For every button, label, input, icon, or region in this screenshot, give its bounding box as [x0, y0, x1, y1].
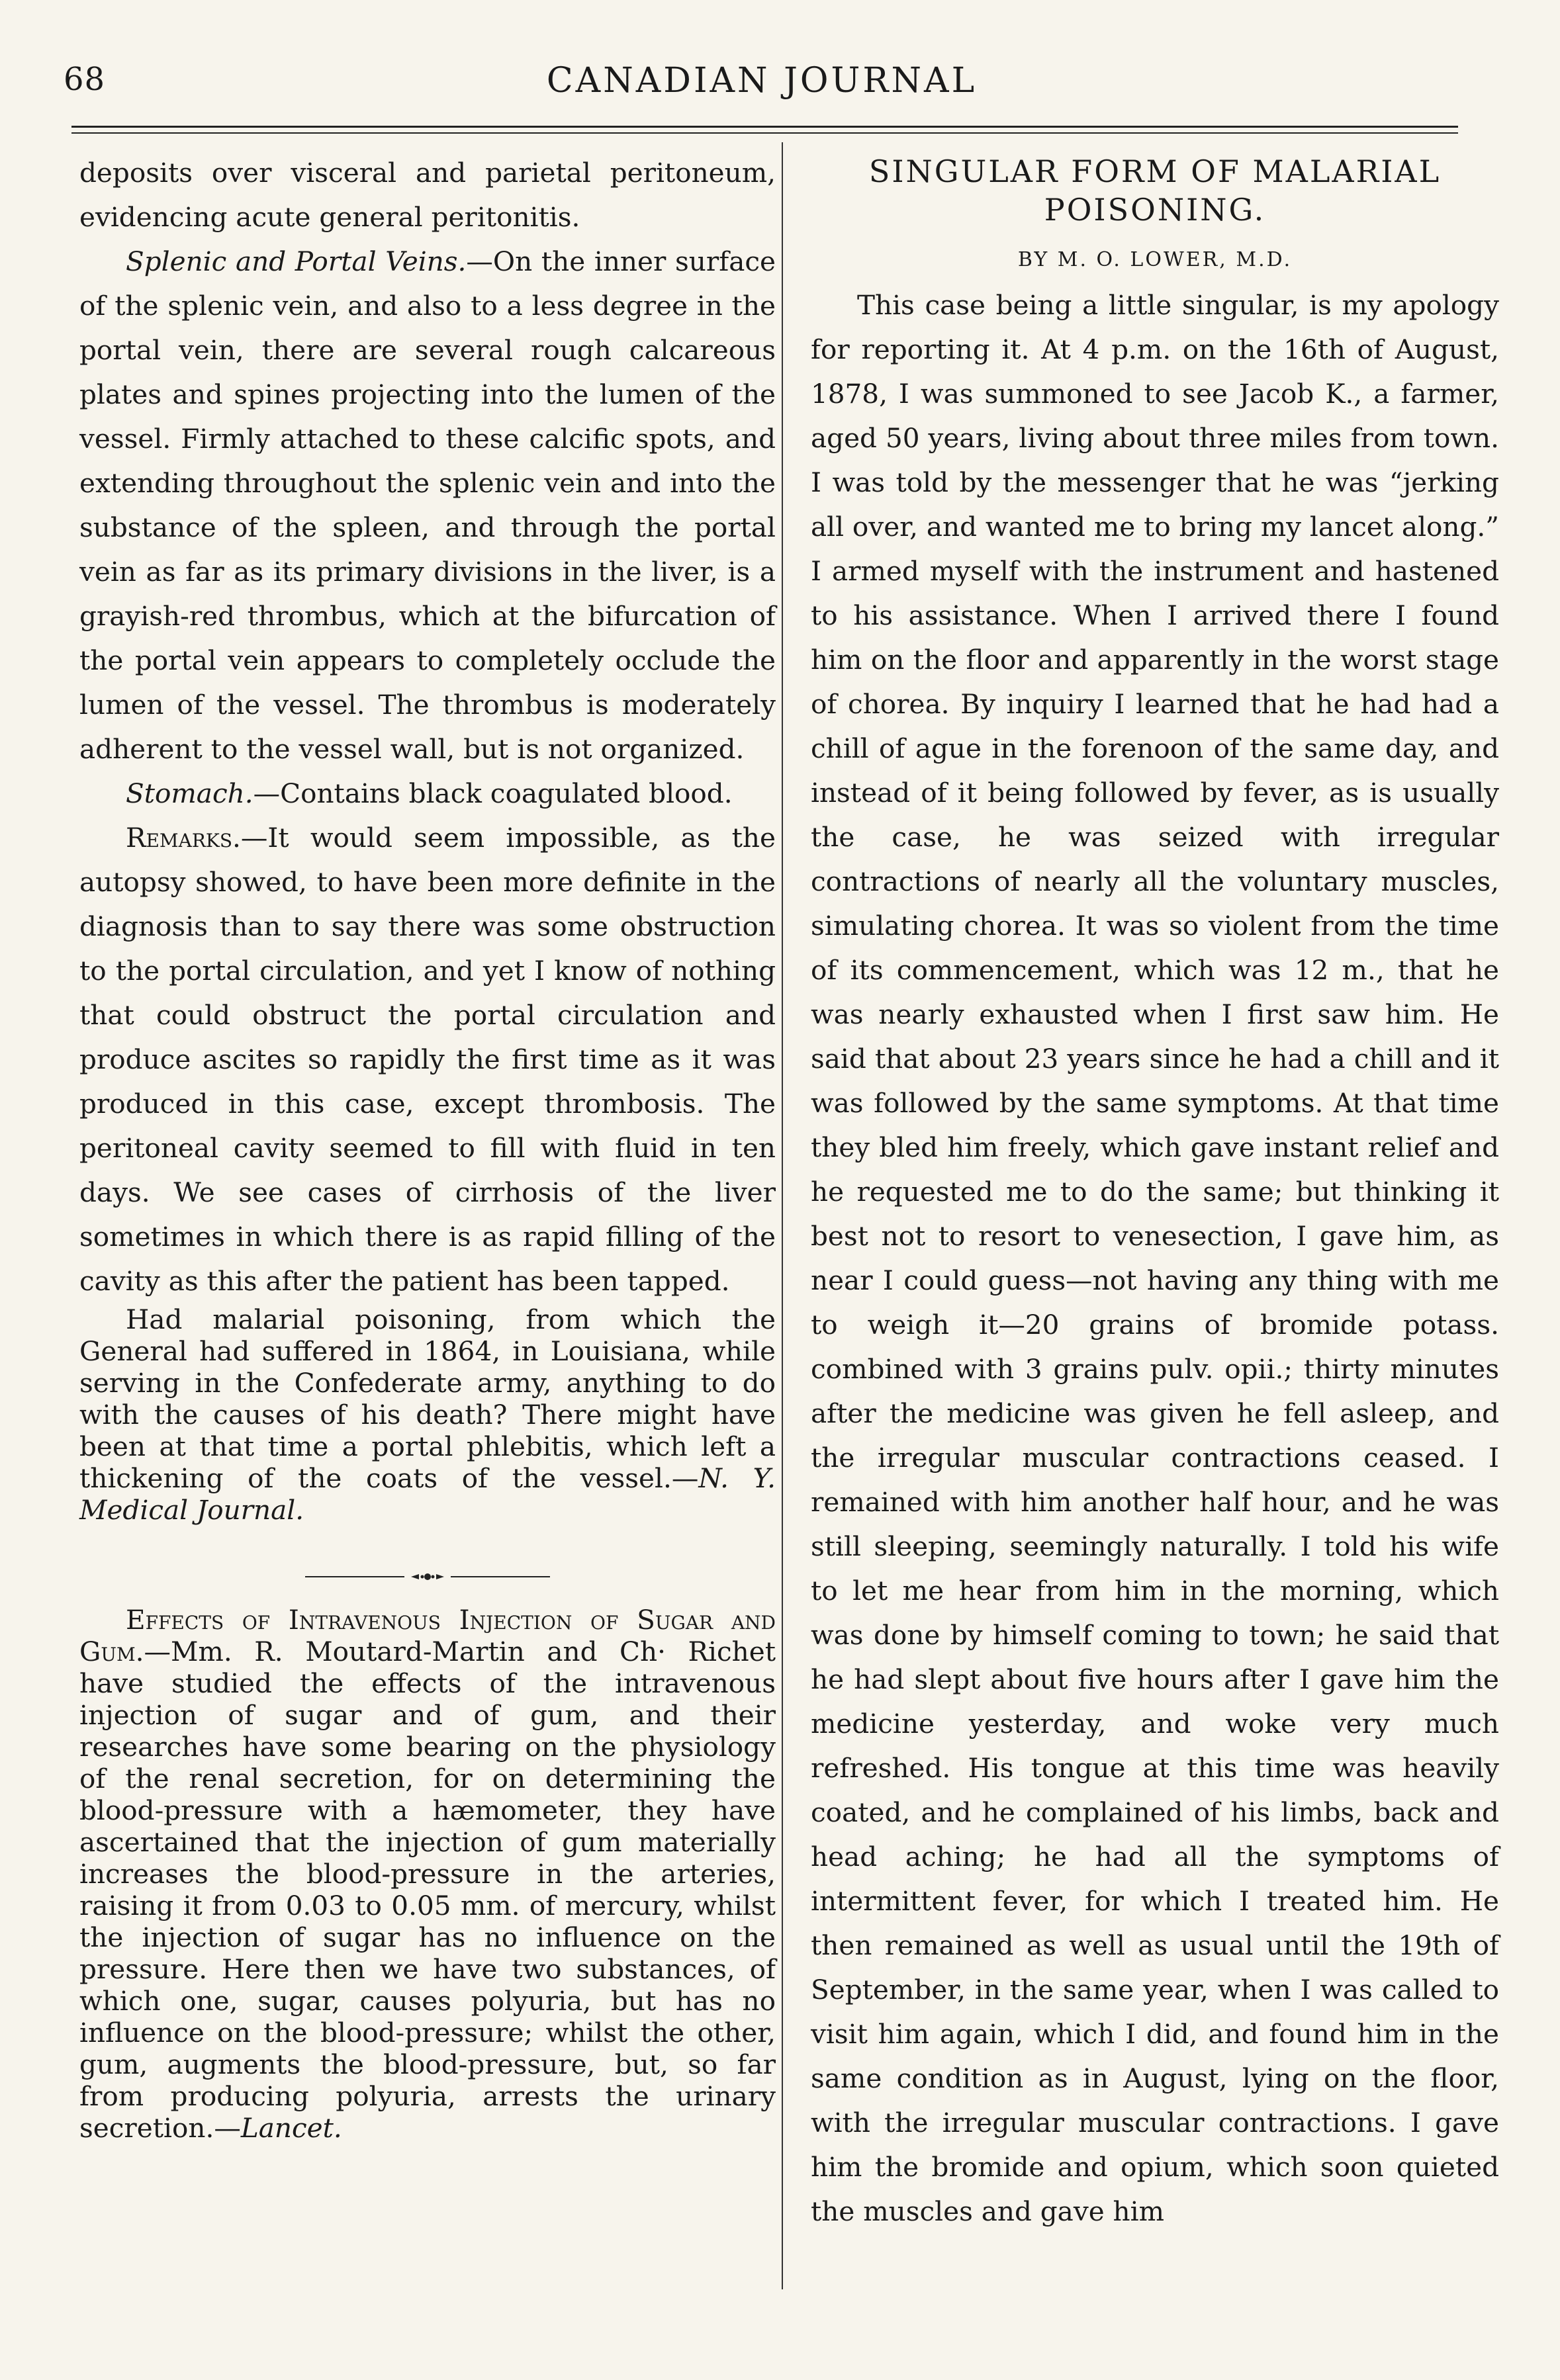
section-heading: Splenic and Portal Veins.: [126, 245, 467, 277]
left-column: [79, 151, 776, 2144]
paragraph: [79, 771, 776, 816]
paragraph: [79, 1604, 776, 2144]
paragraph: [79, 816, 776, 1303]
section-ornament: [79, 1552, 776, 1572]
paragraph-text: —Mm. R. Moutard-Martin and Ch· Richet have studied the effects of the intravenous injection of sugar and of gum, and their researches have some bearing on the physiology of the renal secretion, for on determining the blood-pressure with a hæmometer, they have ascertained that the injection of gum materially increases the blood-pressure in the arteries, raising it from 0.03 to 0.05 mm. of mercury, whilst the injection of sugar has no influence on the pressure. Here then we have two substances, of which one, sugar, causes polyuria, but has no influence on the blood-pressure; whilst the other, gum, augments the blood-pressure, but, so far from producing polyuria, arrests the urinary secretion.—: [79, 1636, 776, 2144]
section-heading: Remarks.: [126, 822, 241, 854]
header-rule: [71, 126, 1458, 128]
paragraph-text: —It would seem impossible, as the autopsy showed, to have been more definite in the diagnosis than to say there was some obstruction to the portal circulation, and yet I know of nothing that could obstruct the portal circulation and produce ascites so rapidly the first time as it was produced in this case, except thrombosis. The peritoneal cavity seemed to fill with fluid in ten days. We see cases of cirrhosis of the liver sometimes in which there is as rapid filling of the cavity as this after the patient has been tapped.: [79, 822, 776, 1297]
byline: BY M. O. LOWER, M.D.: [1017, 248, 1293, 271]
section-heading: Stomach.: [126, 777, 253, 809]
article-body: This case being a little singular, is my apology for reporting it. At 4 p.m. on the 16th of August, 1878, I was summoned to see Jacob K., a farmer, aged 50 years, living about three miles from town. I was told by the messenger that he was “jerking all over, and wanted me to bring my lancet along.” I armed myself with the instrument and hastened to his assistance. When I arrived there I found him on the floor and apparently in the worst stage of chorea. By inquiry I learned that he had had a chill of ague in the forenoon of the same day, and instead of it being followed by fever, as is usually the case, he was seized with irregular contractions of nearly all the voluntary muscles, simulating chorea. It was so violent from the time of its commencement, which was 12 m., that he was nearly exhausted when I first saw him. He said that about 23 years since he had a chill and it was followed by the same symptoms. At that time they bled him freely, which gave instant relief and he requested me to do the same; but thinking it best not to resort to venesection, I gave him, as near I could guess—not having any thing with me to weigh it—20 grains of bromide potass. combined with 3 grains pulv. opii.; thirty minutes after the medicine was given he fell asleep, and the irregular muscular contractions ceased. I remained with him another half hour, and he was still sleeping, seemingly naturally. I told his wife to let me hear from him in the morning, which was done by himself coming to town; he said that he had slept about five hours after I gave him the medicine yesterday, and woke very much refreshed. His tongue at this time was heavily coated, and he complained of his limbs, back and head aching; he had all the symptoms of intermittent fever, for which I treated him. He then remained as well as usual until the 19th of September, in the same year, when I was called to visit him again, which I did, and found him in the same condition as in August, lying on the floor, with the irregular muscular contractions. I gave him the bromide and opium, which soon quieted the muscles and gave him: [811, 289, 1499, 2227]
column-divider: [782, 142, 783, 2289]
paragraph-text: Had malarial poisoning, from which the General had suffered in 1864, in Louisiana, while serving in the Confederate army, anything to do with the causes of his death? There might have been at that time a portal phlebitis, which left a thickening of the coats of the vessel.—: [79, 1303, 776, 1494]
paragraph-text: —On the inner surface of the splenic vein, and also to a less degree in the portal vein, there are several rough calcareous plates and spines projecting into the lumen of the vessel. Firmly attached to these calcific spots, and extending throughout the splenic vein and into the substance of the spleen, and through the portal vein as far as its primary divisions in the liver, is a grayish-red thrombus, which at the bifurcation of the portal vein appears to completely occlude the lumen of the vessel. The thrombus is moderately adherent to the vessel wall, but is not organized.: [79, 245, 776, 765]
paragraph: [79, 1303, 776, 1526]
running-title: CANADIAN JOURNAL: [546, 61, 978, 101]
header-rule-double: [71, 132, 1458, 134]
article-title: SINGULAR FORM OF MALARIAL POISONING.: [868, 154, 1442, 228]
source-citation: Lancet.: [240, 2112, 342, 2144]
paragraph-text: —Contains black coagulated blood.: [253, 777, 733, 809]
source-citation: N. Y. Medical Journal.: [79, 1462, 776, 1526]
article-heading: Effects of Intravenous Injection of Sugar and Gum.: [79, 1604, 776, 1667]
right-column: [811, 151, 1499, 2234]
page-number: 68: [64, 61, 106, 98]
paragraph: deposits over visceral and parietal peritoneum, evidencing acute general peritonitis.: [79, 157, 776, 233]
page-header: [64, 61, 1460, 120]
paragraph: [79, 240, 776, 771]
